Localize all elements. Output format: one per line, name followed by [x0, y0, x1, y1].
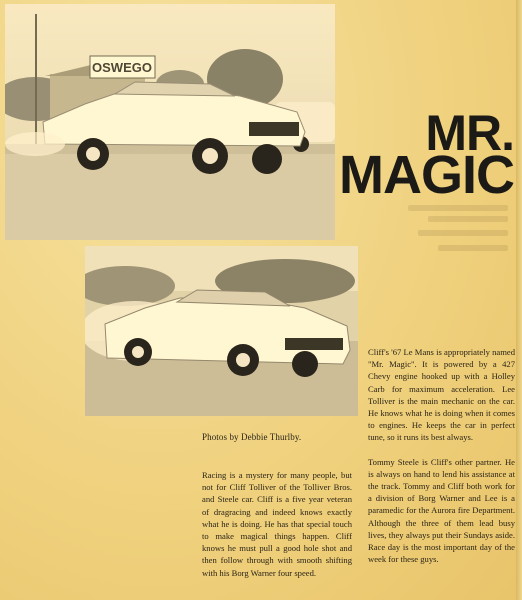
headline-mr: MR.	[425, 105, 514, 161]
article-column-left	[202, 469, 352, 579]
photo-car-launch-top	[5, 4, 335, 240]
article-column-right	[368, 346, 515, 565]
article-paragraph: Cliff's '67 Le Mans is appropriately named "Mr. Magic". It is powered by a 427 Chevy engine hooked up with a Holley Carb for maximum acceleration. Lee Tolliver is the main mechanic on the car. He knows what he is doing when it comes to engines. He keeps the car in perfect tune, so it runs its best always.	[368, 347, 515, 443]
article-paragraph: Tommy Steele is Cliff's other partner. He is always on hand to lend his assistance at the track. Tommy and Cliff both work for a division of Borg Warner and Lee is a paramedic for the Aurora fire Department. Although the three of them lead busy lives, they always put their Sundays aside. Race day is the most important day of the week for these guys.	[368, 456, 515, 565]
bleed-through-mark	[438, 245, 508, 251]
headline-magic: MAGIC	[339, 145, 514, 205]
bleed-through-mark	[418, 230, 508, 236]
article-paragraph: Racing is a mystery for many people, but not for Cliff Tolliver of the Tolliver Bros. and Steele car. Cliff is a five year veteran of dragracing and indeed knows exactly what he is doing. He has that special touch to make magical things happen. Cliff knows he must pull a good hole shot and then follow through with smooth shifting with his Borg Warner four speed.	[202, 470, 352, 578]
photo-car-launch-bottom	[85, 246, 358, 416]
bleed-through-mark	[428, 216, 508, 222]
car-photo-illustration	[5, 4, 335, 240]
car-photo-illustration-2	[85, 246, 358, 416]
page-edge	[516, 0, 522, 600]
oswego-sign: OSWEGO	[92, 60, 152, 75]
photo-credit-caption: Photos by Debbie Thurlby.	[202, 432, 302, 442]
bleed-through-mark	[408, 205, 508, 211]
